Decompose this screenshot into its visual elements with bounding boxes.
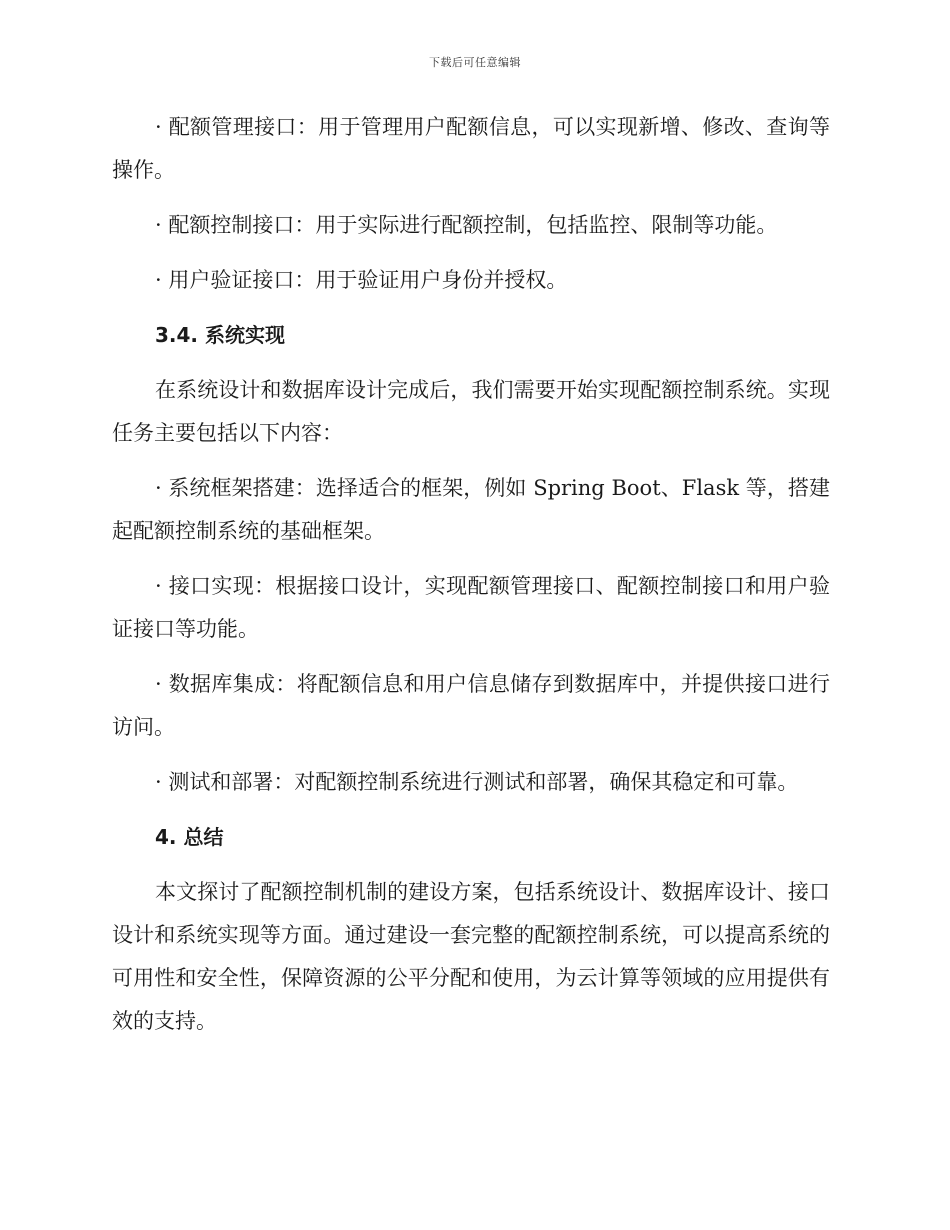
bullet-interface-implementation: · 接口实现：根据接口设计，实现配额管理接口、配额控制接口和用户验证接口等功能。 [112,574,830,641]
bullet-user-auth-interface: · 用户验证接口：用于验证用户身份并授权。 [155,268,568,292]
bullet-quota-management-interface: · 配额管理接口：用于管理用户配额信息，可以实现新增、修改、查询等操作。 [112,115,830,182]
bullet-testing-deployment: · 测试和部署：对配额控制系统进行测试和部署，确保其稳定和可靠。 [155,770,799,794]
bullet-database-integration: · 数据库集成：将配额信息和用户信息储存到数据库中，并提供接口进行访问。 [112,672,830,739]
page-header: 下载后可任意编辑 [429,56,521,69]
section-heading-summary: 4. 总结 [155,825,224,849]
bullet-quota-control-interface: · 配额控制接口：用于实际进行配额控制，包括监控、限制等功能。 [155,213,778,237]
bullet-framework-setup: · 系统框架搭建：选择适合的框架，例如 Spring Boot、Flask 等，搭建起配额控制系统的基础框架。 [112,476,830,543]
section-heading-system-implementation: 3.4. 系统实现 [155,323,285,347]
paragraph-summary: 本文探讨了配额控制机制的建设方案，包括系统设计、数据库设计、接口设计和系统实现等方面。通过建设一套完整的配额控制系统，可以提高系统的可用性和安全性，保障资源的公平分配和使用，为云计算等领域的应用提供有效的支持。 [112,880,830,1033]
paragraph-implementation-intro: 在系统设计和数据库设计完成后，我们需要开始实现配额控制系统。实现任务主要包括以下内容： [112,378,830,445]
document-body [112,106,830,1055]
